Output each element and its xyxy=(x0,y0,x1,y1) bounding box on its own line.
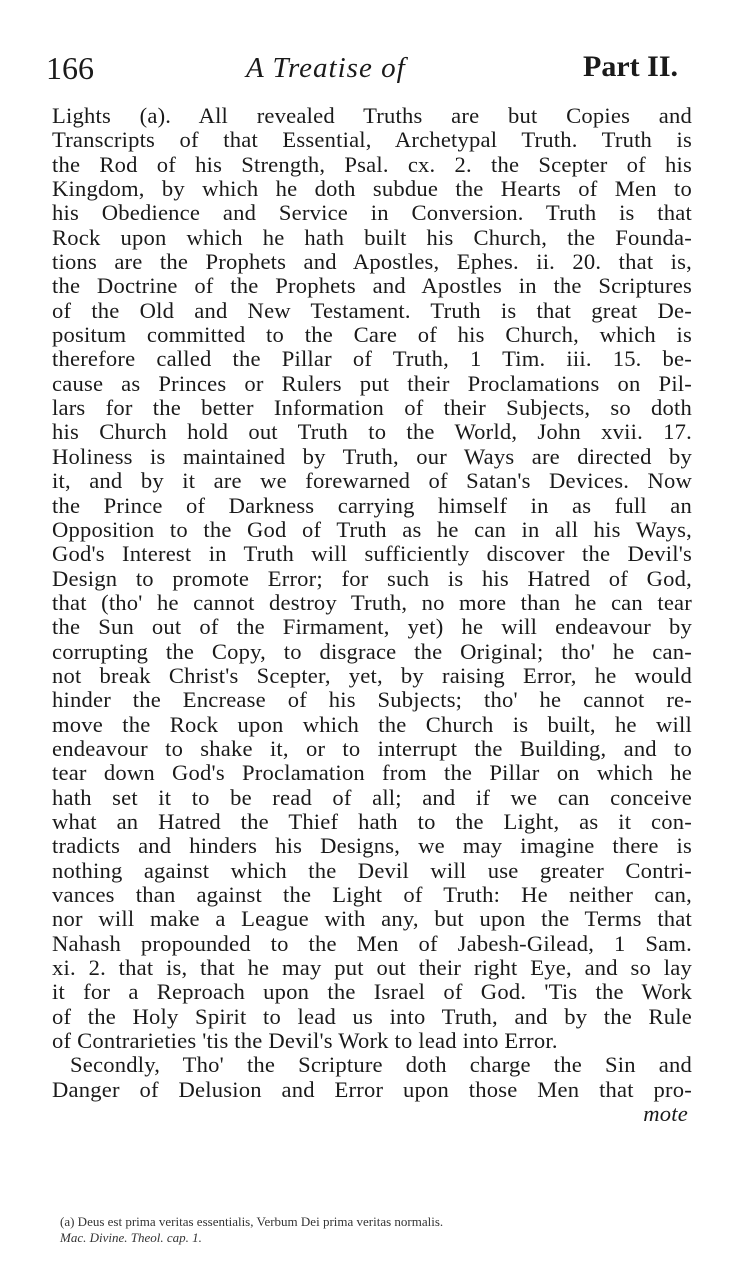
body-text xyxy=(52,104,692,1126)
footnote-line: Mac. Divine. Theol. cap. 1. xyxy=(60,1230,202,1245)
text-line: xi. 2. that is, that he may put out their right Eye, and so lay xyxy=(52,955,692,981)
text-line: the Prince of Darkness carrying himself in as full an xyxy=(52,492,692,518)
text-line: Danger of Delusion and Error upon those Men that pro- xyxy=(52,1076,692,1102)
text-line: vances than against the Light of Truth: He neither can, xyxy=(52,882,692,907)
text-line: nothing against which the Devil will use greater Contri- xyxy=(52,857,692,883)
text-line: his Obedience and Service in Conversion. Truth is that xyxy=(52,200,692,226)
page-number: 166 xyxy=(46,50,94,86)
text-line: that (tho' he cannot destroy Truth, no more than he can tear xyxy=(52,589,692,615)
text-line: tear down God's Proclamation from the Pillar on which he xyxy=(52,760,692,786)
text-line: therefore called the Pillar of Truth, 1 Tim. iii. 15. be- xyxy=(52,346,692,372)
footnotes xyxy=(60,1214,700,1246)
text-line: corrupting the Copy, to disgrace the Original; tho' he can- xyxy=(52,638,692,664)
text-line: the Sun out of the Firmament, yet) he will endeavour by xyxy=(52,614,692,640)
text-line: the Doctrine of the Prophets and Apostles in the Scriptures xyxy=(52,273,692,299)
text-line: tions are the Prophets and Apostles, Ephes. ii. 20. that is, xyxy=(52,249,692,275)
text-line: of Contrarieties 'tis the Devil's Work to lead into Error. xyxy=(52,1028,558,1054)
text-line: not break Christ's Scepter, yet, by raising Error, he would xyxy=(52,662,692,688)
running-header xyxy=(46,50,678,96)
footnote-line: (a) Deus est prima veritas essentialis, Verbum Dei prima veritas normalis. xyxy=(60,1214,444,1229)
text-line: what an Hatred the Thief hath to the Light, as it con- xyxy=(52,808,692,834)
text-line: his Church hold out Truth to the World, John xvii. 17. xyxy=(52,419,692,445)
text-line: the Rod of his Strength, Psal. cx. 2. the Scepter of his xyxy=(52,151,692,177)
text-line: Lights (a). All revealed Truths are but Copies and xyxy=(52,103,692,128)
text-line: positum committed to the Care of his Church, which is xyxy=(52,322,692,348)
part-label: Part II. xyxy=(583,50,678,83)
text-line: lars for the better Information of their Subjects, so doth xyxy=(52,395,692,421)
text-line: Secondly, Tho' the Scripture doth charge the Sin and xyxy=(70,1052,692,1078)
text-line: Holiness is maintained by Truth, our Ways are directed by xyxy=(52,443,692,469)
text-line: hath set it to be read of all; and if we can conceive xyxy=(52,784,692,810)
text-line: it, and by it are we forewarned of Satan's Devices. Now xyxy=(52,468,692,494)
text-line: of the Old and New Testament. Truth is that great De- xyxy=(52,297,692,323)
running-title: A Treatise of xyxy=(246,52,406,84)
text-line: of the Holy Spirit to lead us into Truth, and by the Rule xyxy=(52,1003,692,1029)
text-line: hinder the Encrease of his Subjects; tho' he cannot re- xyxy=(52,687,692,713)
text-line: move the Rock upon which the Church is built, he will xyxy=(52,711,692,737)
text-line: endeavour to shake it, or to interrupt the Building, and to xyxy=(52,735,692,761)
text-line: nor will make a League with any, but upon the Terms that xyxy=(52,906,692,932)
text-line: Nahash propounded to the Men of Jabesh-Gilead, 1 Sam. xyxy=(52,930,692,956)
text-line: Kingdom, by which he doth subdue the Hearts of Men to xyxy=(52,176,692,202)
text-line: tradicts and hinders his Designs, we may imagine there is xyxy=(52,833,692,859)
text-line: cause as Princes or Rulers put their Proclamations on Pil- xyxy=(52,370,692,396)
text-line: Opposition to the God of Truth as he can in all his Ways, xyxy=(52,516,692,542)
text-line: it for a Reproach upon the Israel of God. 'Tis the Work xyxy=(52,979,692,1005)
catchword: mote xyxy=(643,1101,688,1127)
text-line: Transcripts of that Essential, Archetypal Truth. Truth is xyxy=(52,127,692,153)
text-line: Design to promote Error; for such is his Hatred of God, xyxy=(52,565,692,591)
text-line: God's Interest in Truth will sufficiently discover the Devil's xyxy=(52,541,692,567)
text-line: Rock upon which he hath built his Church, the Founda- xyxy=(52,224,692,250)
